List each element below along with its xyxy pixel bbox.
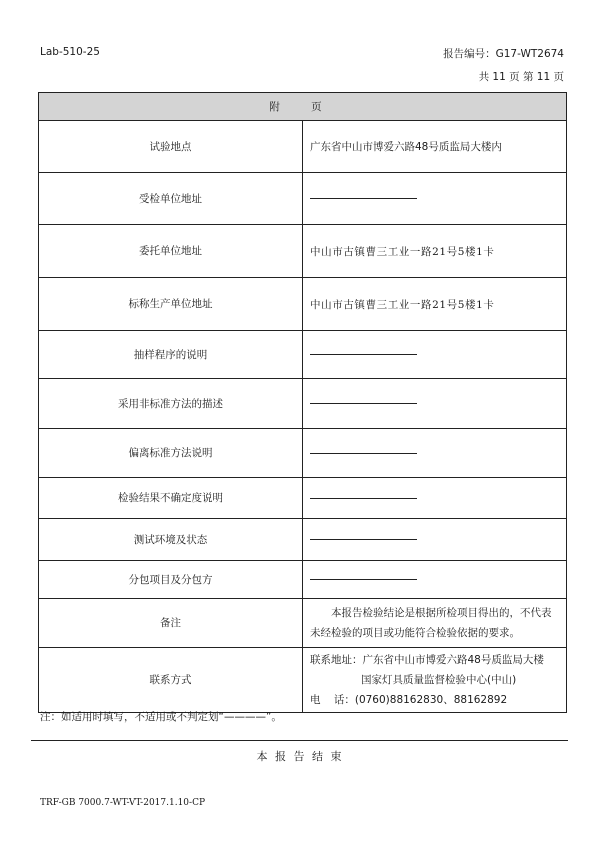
blank-dash — [310, 498, 417, 499]
form-code: TRF-GB 7000.7-WT-VT-2017.1.10-CP — [40, 798, 206, 808]
table-row — [39, 478, 567, 519]
remark-text: 本报告检验结论是根据所检项目得出的，不代表未经检验的项目或功能符合检验依据的要求。 — [303, 599, 567, 648]
remark-label: 备注 — [39, 599, 303, 648]
row-label: 受检单位地址 — [39, 173, 303, 225]
contact-address: 联系地址：广东省中山市博爱六路48号质监局大楼 — [310, 654, 544, 666]
table-row — [39, 121, 567, 173]
page-info: 共 11 页 第 11 页 — [478, 71, 564, 83]
blank-dash — [310, 198, 417, 199]
row-label: 偏离标准方法说明 — [39, 429, 303, 478]
row-value: 中山市古镇曹三工业一路21号5楼1卡 — [303, 278, 567, 331]
row-label: 采用非标准方法的描述 — [39, 379, 303, 429]
divider — [31, 740, 568, 741]
table-row — [39, 225, 567, 278]
row-label: 抽样程序的说明 — [39, 331, 303, 379]
row-label: 分包项目及分包方 — [39, 561, 303, 599]
row-label: 标称生产单位地址 — [39, 278, 303, 331]
row-value: 广东省中山市博爱六路48号质监局大楼内 — [303, 121, 567, 173]
blank-dash — [310, 354, 417, 355]
row-label: 检验结果不确定度说明 — [39, 478, 303, 519]
end-of-report: 本 报 告 结 束 — [256, 750, 344, 763]
contact-organization: 国家灯具质量监督检验中心(中山) — [361, 674, 517, 686]
row-value: 中山市古镇曹三工业一路21号5楼1卡 — [303, 225, 567, 278]
row-label: 测试环境及状态 — [39, 519, 303, 561]
table-row — [39, 519, 567, 561]
blank-dash — [310, 403, 417, 404]
table-row — [39, 173, 567, 225]
lab-code: Lab-510-25 — [40, 46, 100, 58]
appendix-table — [38, 92, 567, 713]
table-row — [39, 278, 567, 331]
table-row — [39, 429, 567, 478]
table-row — [39, 561, 567, 599]
blank-dash — [310, 539, 417, 540]
contact-phone: 电 话：(0760)88162830、88162892 — [310, 694, 508, 706]
table-row — [39, 379, 567, 429]
blank-dash — [310, 453, 417, 454]
report-number: 报告编号：G17-WT2674 — [443, 48, 564, 60]
table-row — [39, 331, 567, 379]
table-title: 附 页 — [39, 93, 567, 121]
row-label: 试验地点 — [39, 121, 303, 173]
blank-dash — [310, 579, 417, 580]
row-label: 委托单位地址 — [39, 225, 303, 278]
contact-label: 联系方式 — [39, 648, 303, 713]
table-row — [39, 599, 567, 648]
table-row — [39, 648, 567, 713]
footnote: 注：如适用时填写，不适用或不判定划“————”。 — [40, 711, 282, 723]
